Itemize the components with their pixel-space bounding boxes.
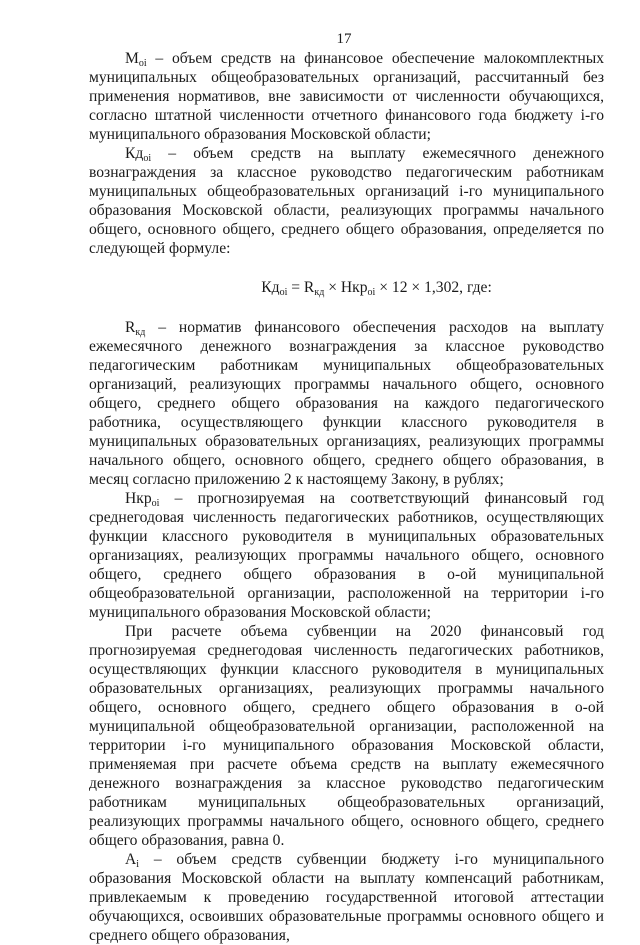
formula-lhs: Кд [261, 279, 280, 296]
symbol-nkr: Нкр [125, 490, 152, 507]
paragraph-subvention-2020: При расчете объема субвенции на 2020 финансовый год прогнозируемая среднегодовая численность педагогических работников, осуществляющих функции классного руководителя в муниципальных образовательных организациях, реализующих программы начального общего, основного общего, среднего общего образования в о-ой муниципальной общеобразовательной организации, расположенной на территории i-го муниципального образования Московской области, применяемая при расчете объема средств на выплату ежемесячного денежного вознаграждения за классное руководство педагогическим работникам муниципальных общеобразовательных организаций, реализующих программы начального общего, основного общего, среднего общего образования, равна 0. [89, 623, 604, 849]
formula-nkr-subscript: oi [367, 287, 376, 298]
symbol-r-subscript: кд [135, 327, 146, 338]
symbol-m-subscript: oi [138, 58, 147, 69]
formula-tail: × 12 × 1,302, где: [375, 279, 492, 296]
paragraph-nkr-definition [89, 489, 604, 622]
paragraph-kd-definition [89, 144, 604, 258]
symbol-nkr-subscript: oi [151, 498, 160, 509]
symbol-a-subscript: i [136, 859, 140, 870]
paragraph-a-definition [89, 850, 604, 945]
symbol-kd: Кд [125, 145, 144, 162]
page-number: 17 [336, 31, 352, 47]
formula-kd [89, 278, 604, 297]
paragraph-r-definition [89, 318, 604, 489]
formula-equals-r: = R [287, 279, 315, 296]
paragraph-m-text: – объем средств на финансовое обеспечение малокомплектных муниципальных общеобразовательных организаций, рассчитанный без применения нормативов, вне зависимости от численности обучающихся, согласно штатной численности отчетного финансового года бюджету i-го муниципального образования Московской области; [89, 50, 604, 143]
formula-times-nkr: × Нкр [324, 279, 368, 296]
symbol-r: R [125, 319, 136, 336]
symbol-a: A [125, 851, 137, 868]
formula-r-subscript: кд [314, 287, 325, 298]
paragraph-a-text: – объем средств субвенции бюджету i-го муниципального образования Московской области на выплату компенсаций работникам, привлекаемым к проведению государственной итоговой аттестации обучающихся, освоивших образовательные программы основного общего и среднего общего образования, [89, 851, 604, 944]
symbol-kd-subscript: oi [143, 153, 152, 164]
paragraph-kd-text: – объем средств на выплату ежемесячного денежного вознаграждения за классное руководство педагогическим работникам муниципальных общеобразовательных организаций i-го муниципального образования Московской области, реализующих программы начального общего, основного общего, среднего общего образования, определяется по следующей формуле: [89, 145, 604, 257]
formula-lhs-subscript: oi [279, 287, 288, 298]
paragraph-m-definition [89, 49, 604, 144]
symbol-m: M [125, 50, 139, 67]
document-body [89, 49, 604, 945]
paragraph-r-text: – норматив финансового обеспечения расходов на выплату ежемесячного денежного вознаграждения за классное руководство педагогическим работникам муниципальных общеобразовательных организаций, реализующих программы начального общего, основного общего, среднего общего образования на каждого педагогического работника, осуществляющего функции классного руководителя в муниципальных образовательных организациях, реализующих программы начального общего, основного общего, среднего общего образования, в месяц согласно приложению 2 к настоящему Закону, в рублях; [89, 319, 604, 488]
paragraph-nkr-text: – прогнозируемая на соответствующий финансовый год среднегодовая численность педагогических работников, осуществляющих функции классного руководителя в муниципальных образовательных организациях, реализующих программы начального общего, основного общего, среднего общего образования в о-ой муниципальной общеобразовательной организации, расположенной на территории i-го муниципального образования Московской области; [89, 490, 604, 621]
